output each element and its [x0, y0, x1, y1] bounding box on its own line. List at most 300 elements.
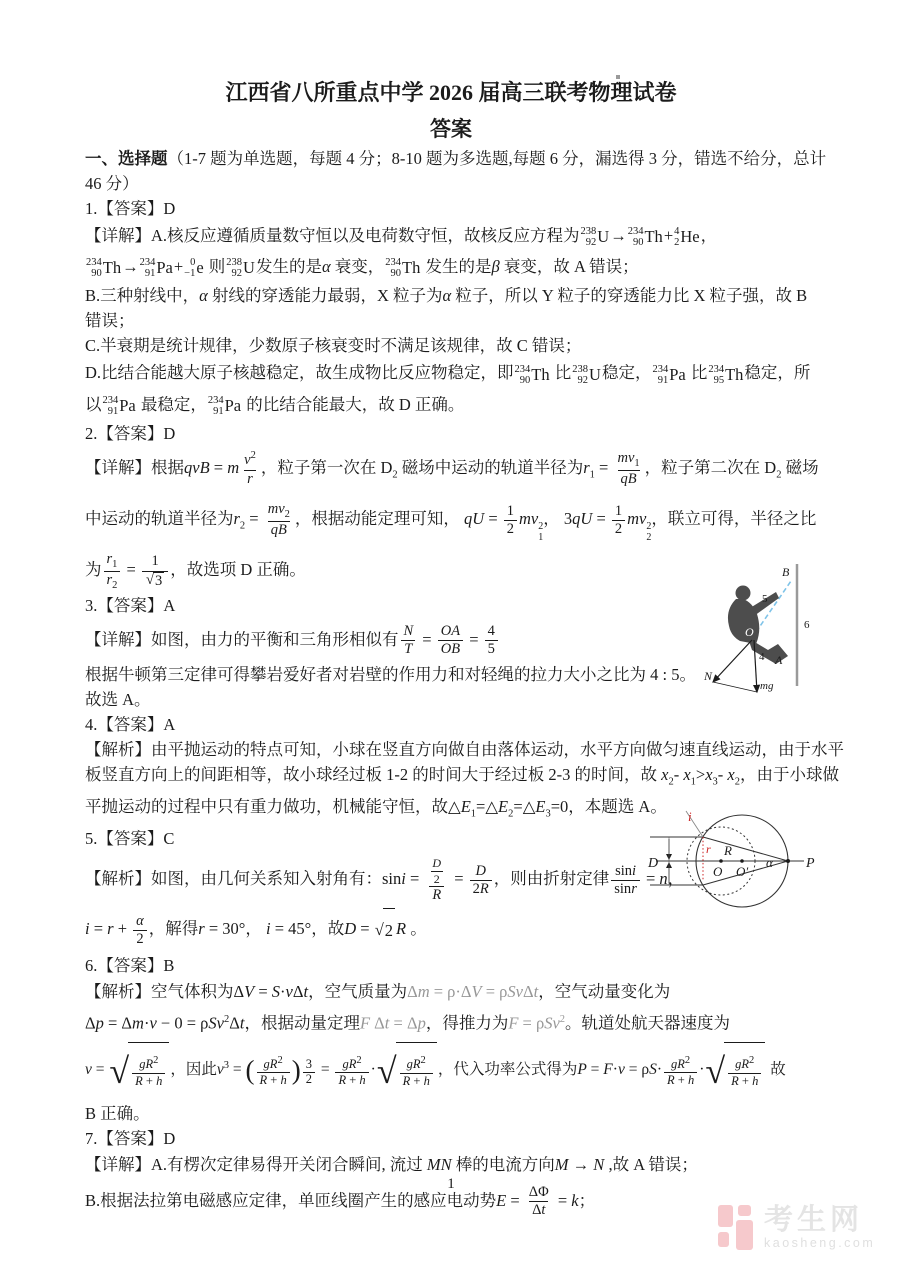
label-diameter: D — [648, 856, 659, 871]
text-run: 3.【答案】A — [85, 595, 176, 615]
math-variable: h — [423, 1073, 430, 1088]
numerator — [136, 1055, 161, 1072]
mass-number: 234 — [102, 394, 119, 406]
text-run: = — [484, 509, 502, 529]
isotope-scripts — [652, 364, 668, 386]
text-run: 射线的穿透能力最弱，X 粒子为 — [207, 286, 443, 306]
logo-block — [738, 1205, 751, 1216]
text-run: → — [122, 257, 139, 277]
label-P: P — [806, 856, 815, 871]
text-line — [85, 1151, 855, 1179]
logo-block — [718, 1232, 729, 1247]
text-line — [85, 1101, 855, 1126]
math-variable: n — [659, 869, 668, 889]
element-symbol: Pa — [669, 364, 686, 384]
text-run: 2 — [433, 871, 440, 886]
math-variable: E — [535, 796, 546, 816]
text-run: 5.【答案】C — [85, 829, 175, 849]
fraction — [303, 1058, 315, 1085]
watermark-text-cn: 考生网 — [764, 1204, 864, 1236]
element-symbol: Th — [644, 227, 663, 247]
subscript: 1 — [112, 558, 118, 570]
math-variable: E — [498, 796, 509, 816]
text-run: ，得推力为 — [425, 1013, 509, 1033]
big-parenthesis: ) — [291, 1055, 301, 1086]
atomic-number: 90 — [390, 268, 401, 280]
isotope-scripts — [674, 226, 679, 248]
stacked-sub: 2 — [646, 532, 652, 544]
text-run: ΔΦ — [528, 1183, 549, 1200]
denominator — [470, 880, 492, 898]
math-variable: qB — [270, 522, 287, 539]
isotope-notation — [103, 391, 136, 421]
text-line — [85, 221, 855, 252]
climber-head — [736, 586, 751, 601]
subscript: 3 — [545, 808, 551, 820]
text-line — [85, 1126, 855, 1151]
isotope-notation — [86, 253, 121, 283]
fraction — [438, 623, 463, 659]
superscript: 2 — [684, 1054, 691, 1066]
math-variable: D — [344, 919, 357, 939]
label-leg-length: 4 — [759, 651, 765, 663]
text-run: Δ — [407, 981, 418, 1001]
text-run: ,故 A 错误； — [604, 1154, 698, 1174]
refraction-figure-svg — [642, 795, 822, 923]
text-run: 磁场 — [781, 457, 819, 477]
math-variable: x — [705, 764, 713, 784]
numerator — [148, 553, 161, 570]
text-run: + — [173, 257, 184, 277]
atomic-number: 92 — [231, 268, 243, 280]
label-alpha: α — [766, 855, 773, 870]
numerator — [612, 503, 625, 520]
math-variable: qB — [620, 471, 637, 488]
text-run: 3 — [305, 1057, 312, 1072]
text-run: 为 — [85, 560, 102, 580]
isotope-scripts — [628, 226, 644, 248]
text-run: Δ — [370, 1013, 385, 1033]
text-run: 1 — [614, 502, 623, 519]
math-variable: R — [479, 880, 489, 897]
text-line — [85, 390, 855, 421]
math-variable: R — [666, 1072, 675, 1087]
subscript: 1 — [589, 469, 595, 481]
math-variable: R — [432, 887, 442, 904]
math-variable: S — [271, 981, 281, 1001]
element-symbol: U — [589, 364, 601, 384]
math-variable: i — [265, 919, 271, 939]
square-root — [705, 1042, 765, 1101]
numerator — [261, 1055, 286, 1072]
text-run: + — [674, 1072, 688, 1087]
math-variable: OA — [440, 623, 461, 639]
text-run: sin — [382, 869, 402, 889]
text-run: 。 — [406, 919, 427, 939]
math-variable: P — [577, 1061, 587, 1079]
label-incidence-angle: i — [688, 809, 692, 824]
math-variable: R — [338, 1072, 347, 1087]
square-root — [146, 572, 164, 590]
isotope-scripts — [86, 257, 102, 279]
radicand — [383, 908, 395, 953]
denominator — [664, 1072, 697, 1088]
text-run: = — [592, 509, 610, 529]
element-symbol: Th — [402, 258, 421, 278]
math-variable: r — [106, 550, 113, 567]
math-variable: r — [107, 919, 114, 939]
math-variable: T — [404, 641, 413, 658]
radical-sign: √ — [705, 1050, 726, 1091]
math-variable: α — [199, 286, 208, 306]
text-run: + — [267, 1072, 281, 1087]
radicand — [724, 1042, 765, 1101]
math-variable: v — [216, 1061, 224, 1079]
text-run: ，粒子第一次在 D — [260, 457, 393, 477]
math-variable: t — [541, 1202, 546, 1219]
math-variable: α — [321, 257, 331, 277]
climber-figure — [696, 560, 822, 700]
atomic-number: 2 — [674, 237, 680, 249]
atomic-number: 90 — [632, 237, 644, 249]
math-variable: t — [533, 981, 539, 1001]
text-run: = — [418, 629, 436, 649]
text-run: 稳定，所 — [744, 363, 811, 383]
text-line — [85, 737, 855, 762]
math-variable: gR — [406, 1057, 421, 1072]
subscript: 1 — [634, 457, 640, 469]
isotope-notation — [572, 360, 601, 390]
text-run: 粒子，所以 Y 粒子的穿透能力比 X 粒子强，故 B — [451, 286, 808, 306]
bold-text-run: 一、选择题 — [85, 149, 168, 168]
text-line — [85, 333, 855, 358]
math-variable: Sv — [544, 1013, 560, 1033]
text-run: > — [695, 764, 706, 784]
atomic-number: −1 — [184, 268, 196, 280]
fraction — [142, 553, 168, 590]
text-run: 6.【答案】B — [85, 955, 175, 975]
isotope-scripts — [708, 364, 724, 386]
isotope-scripts — [208, 395, 224, 417]
fraction — [265, 501, 293, 540]
point-O — [719, 859, 723, 863]
atomic-number: 91 — [107, 405, 119, 417]
math-variable: mv — [519, 509, 539, 529]
fraction — [104, 551, 121, 593]
numerator — [303, 1058, 315, 1071]
text-run: = — [91, 1061, 109, 1079]
math-variable: N — [593, 1154, 605, 1174]
text-run: = — [122, 560, 140, 580]
isotope-scripts — [103, 395, 119, 417]
math-variable: h — [156, 1073, 163, 1088]
denominator — [244, 470, 256, 488]
text-run: ； — [578, 1190, 596, 1210]
math-variable: h — [359, 1072, 366, 1087]
fraction — [614, 450, 642, 489]
superscript: 2 — [559, 1013, 566, 1025]
text-line — [85, 712, 855, 737]
denominator — [104, 571, 121, 592]
climber-figure-svg — [696, 560, 822, 700]
subscript: 3 — [712, 775, 718, 787]
text-run: 发生的是 — [255, 257, 322, 277]
atomic-number: 95 — [713, 374, 725, 386]
element-symbol: Pa — [119, 395, 136, 415]
text-run: 故 — [766, 1061, 786, 1079]
math-variable: qU — [464, 509, 485, 529]
math-variable: mv — [627, 509, 647, 529]
isotope-scripts — [385, 257, 401, 279]
math-variable: h — [752, 1073, 759, 1088]
math-variable: i — [85, 919, 90, 939]
kaosheng-logo-icon — [718, 1205, 756, 1253]
label-center-O-prime: O′ — [736, 864, 749, 879]
big-parenthesis: ( — [245, 1055, 255, 1086]
denominator — [618, 470, 640, 488]
subscript: 2 — [668, 775, 674, 787]
text-line — [85, 112, 817, 146]
text-run: = — [209, 457, 228, 477]
denominator — [485, 640, 498, 658]
text-run: = — [450, 869, 468, 889]
numerator — [668, 1055, 693, 1072]
denominator — [142, 571, 168, 590]
text-line — [85, 446, 855, 497]
fraction — [133, 913, 147, 949]
label-radius: R — [724, 843, 732, 858]
math-variable: t — [303, 981, 309, 1001]
mass-number: 4 — [674, 226, 680, 238]
label-rope-length: 5 — [762, 593, 768, 605]
math-variable: F — [603, 1061, 613, 1079]
label-mg: mg — [760, 680, 774, 692]
label-wall-length: 6 — [804, 619, 810, 631]
text-run: 则 — [204, 257, 226, 277]
text-run: C.半衰期是统计规律，少数原子核衰变时不满足该规律，故 C 错误； — [85, 336, 582, 356]
denominator — [529, 1201, 548, 1219]
text-run: 板竖直方向上的间距相等，故小球经过板 1-2 的时间大于经过板 2-3 的时间，故 — [85, 764, 662, 784]
math-variable: v — [617, 1061, 625, 1079]
math-variable: r — [247, 470, 253, 487]
subscript: 2 — [776, 469, 782, 481]
isotope-scripts — [140, 257, 156, 279]
math-variable: gR — [139, 1057, 154, 1072]
math-variable: r — [106, 572, 113, 589]
isotope-notation — [140, 253, 173, 283]
superscript: 2 — [223, 1013, 230, 1025]
text-run: 稳定， — [601, 363, 652, 383]
math-variable: m — [417, 981, 430, 1001]
text-line — [85, 252, 855, 283]
fraction — [425, 856, 448, 904]
text-run: 最稳定， — [136, 394, 207, 414]
fraction — [335, 1055, 368, 1088]
numerator — [504, 503, 517, 520]
text-run: = — [641, 869, 660, 889]
math-variable: qU — [572, 509, 593, 529]
text-run: 【详解】A.有楞次定律易得开关闭合瞬间, 流过 — [85, 1154, 427, 1174]
n-vector — [713, 640, 752, 682]
denominator — [401, 640, 415, 658]
logo-block — [718, 1205, 733, 1227]
fraction — [664, 1055, 697, 1088]
superscript: 3 — [223, 1060, 230, 1072]
text-run: ，故选项 D 正确。 — [170, 560, 306, 580]
subscript: 2 — [284, 508, 290, 520]
text-run: = — [254, 981, 272, 1001]
radical-sign: √ — [109, 1050, 130, 1091]
refracted-ray-top — [703, 837, 788, 861]
math-variable: D — [432, 856, 442, 871]
subscript: 2 — [239, 520, 246, 532]
text-run: 以 — [85, 394, 102, 414]
label-B: B — [782, 565, 790, 579]
math-variable: D — [475, 862, 486, 879]
isotope-notation — [385, 253, 420, 283]
fraction — [611, 863, 640, 899]
text-run: 【详解】根据 — [85, 457, 184, 477]
math-variable: r — [583, 457, 590, 477]
subscript: 1 — [690, 775, 696, 787]
text-run: 4.【答案】A — [85, 714, 176, 734]
text-run: → — [610, 226, 627, 245]
numerator — [404, 1055, 429, 1072]
denominator — [728, 1073, 761, 1089]
math-variable: MN — [426, 1154, 452, 1174]
mass-number: 234 — [627, 226, 644, 238]
math-variable: qvB — [184, 457, 210, 477]
superscript: 2 — [153, 1055, 159, 1067]
text-run: = — [229, 1061, 246, 1079]
denominator — [400, 1073, 433, 1089]
text-run: = ρ — [624, 1061, 650, 1079]
text-run: =△ — [476, 796, 499, 816]
text-run: Δ — [532, 1202, 542, 1219]
text-line — [85, 358, 855, 389]
numerator — [265, 501, 293, 521]
watermark-texts — [764, 1205, 875, 1251]
text-run: ， 3 — [543, 509, 573, 529]
text-run: + — [142, 1073, 157, 1088]
atomic-number: 91 — [213, 405, 224, 417]
text-run: · — [370, 1061, 376, 1079]
text-run: 比 — [550, 363, 572, 383]
fraction — [429, 856, 444, 886]
label-N: N — [704, 669, 713, 683]
text-run: 【解析】如图，由几何关系知入射角有： — [85, 869, 382, 889]
mass-number: 234 — [652, 363, 669, 375]
text-run: - — [673, 764, 684, 784]
text-line — [85, 74, 817, 112]
mass-number: 234 — [86, 257, 102, 269]
math-variable: p — [417, 1013, 426, 1033]
mass-number: 238 — [226, 257, 243, 269]
subscript: 1 — [470, 808, 477, 820]
isotope-scripts — [184, 257, 195, 279]
text-run: − 0 = ρ — [156, 1013, 209, 1033]
mass-number: 238 — [572, 363, 589, 375]
math-variable: F — [359, 1013, 371, 1033]
text-run: 衰变， — [330, 257, 385, 277]
isotope-notation — [628, 222, 663, 252]
text-line — [85, 171, 855, 196]
subscript: 2 — [392, 469, 398, 481]
isotope-notation — [674, 222, 700, 252]
math-variable: V — [244, 981, 255, 1001]
text-run: 【详解】A.核反应遵循质量数守恒以及电荷数守恒，故核反应方程为 — [85, 226, 580, 245]
math-variable: M — [554, 1154, 569, 1174]
text-run: ，代入功率公式得为 — [437, 1061, 578, 1079]
label-center-O: O — [713, 864, 723, 879]
text-run: 2 — [614, 520, 623, 537]
denominator — [429, 886, 444, 904]
isotope-scripts — [226, 257, 242, 279]
atomic-number: 91 — [657, 374, 669, 386]
fraction — [401, 623, 417, 659]
fraction — [470, 863, 492, 899]
denominator — [268, 521, 290, 539]
text-run: 2 — [305, 1071, 312, 1086]
text-run: ，空气质量为 — [308, 981, 408, 1001]
math-variable: Sv — [507, 981, 523, 1001]
math-variable: E — [460, 796, 471, 816]
math-variable: t — [384, 1013, 390, 1033]
text-run: + — [738, 1073, 753, 1088]
radicand — [396, 1042, 437, 1101]
math-variable: α — [442, 286, 452, 306]
text-run: ， — [667, 869, 685, 889]
mass-number: 234 — [207, 394, 224, 406]
isotope-notation — [184, 253, 204, 283]
text-line — [85, 762, 855, 794]
numerator — [104, 551, 121, 571]
isotope-notation — [208, 391, 241, 421]
text-run: ，由于小球做 — [740, 764, 839, 784]
text-line — [85, 146, 855, 171]
text-run: ，则由折射定律 — [493, 869, 610, 889]
numerator — [340, 1055, 365, 1072]
text-run: 【解析】空气体积为Δ — [85, 981, 245, 1001]
text-run: ，粒子第二次在 D — [644, 457, 777, 477]
math-variable: m — [132, 1013, 144, 1033]
math-variable: x — [683, 764, 691, 784]
fraction — [504, 503, 517, 539]
text-run: + — [113, 919, 132, 939]
text-run: → — [568, 1154, 594, 1174]
text-line — [85, 308, 855, 333]
mass-number: 234 — [139, 257, 156, 269]
text-run: Δ — [229, 1013, 240, 1033]
superscript: 2 — [749, 1055, 755, 1067]
math-variable: x — [661, 764, 669, 784]
triangle-closing-line — [713, 682, 757, 692]
denominator — [132, 1073, 165, 1089]
text-run: = — [465, 629, 483, 649]
math-variable: v — [149, 1013, 157, 1033]
logo-block — [736, 1220, 753, 1250]
stacked-sup: 2 — [646, 521, 652, 533]
text-run: Δ — [85, 1013, 96, 1033]
math-variable: R — [259, 1072, 268, 1087]
element-symbol: Pa — [156, 258, 173, 278]
label-O: O — [745, 625, 754, 639]
math-variable: OB — [440, 641, 461, 658]
denominator — [611, 880, 640, 898]
text-run: 【解析】由平抛运动的特点可知，小球在竖直方向做自由落体运动，水平方向做匀速直线运动，由于水平 — [85, 739, 844, 759]
element-symbol: Th — [102, 258, 122, 278]
text-run: = — [594, 457, 613, 477]
